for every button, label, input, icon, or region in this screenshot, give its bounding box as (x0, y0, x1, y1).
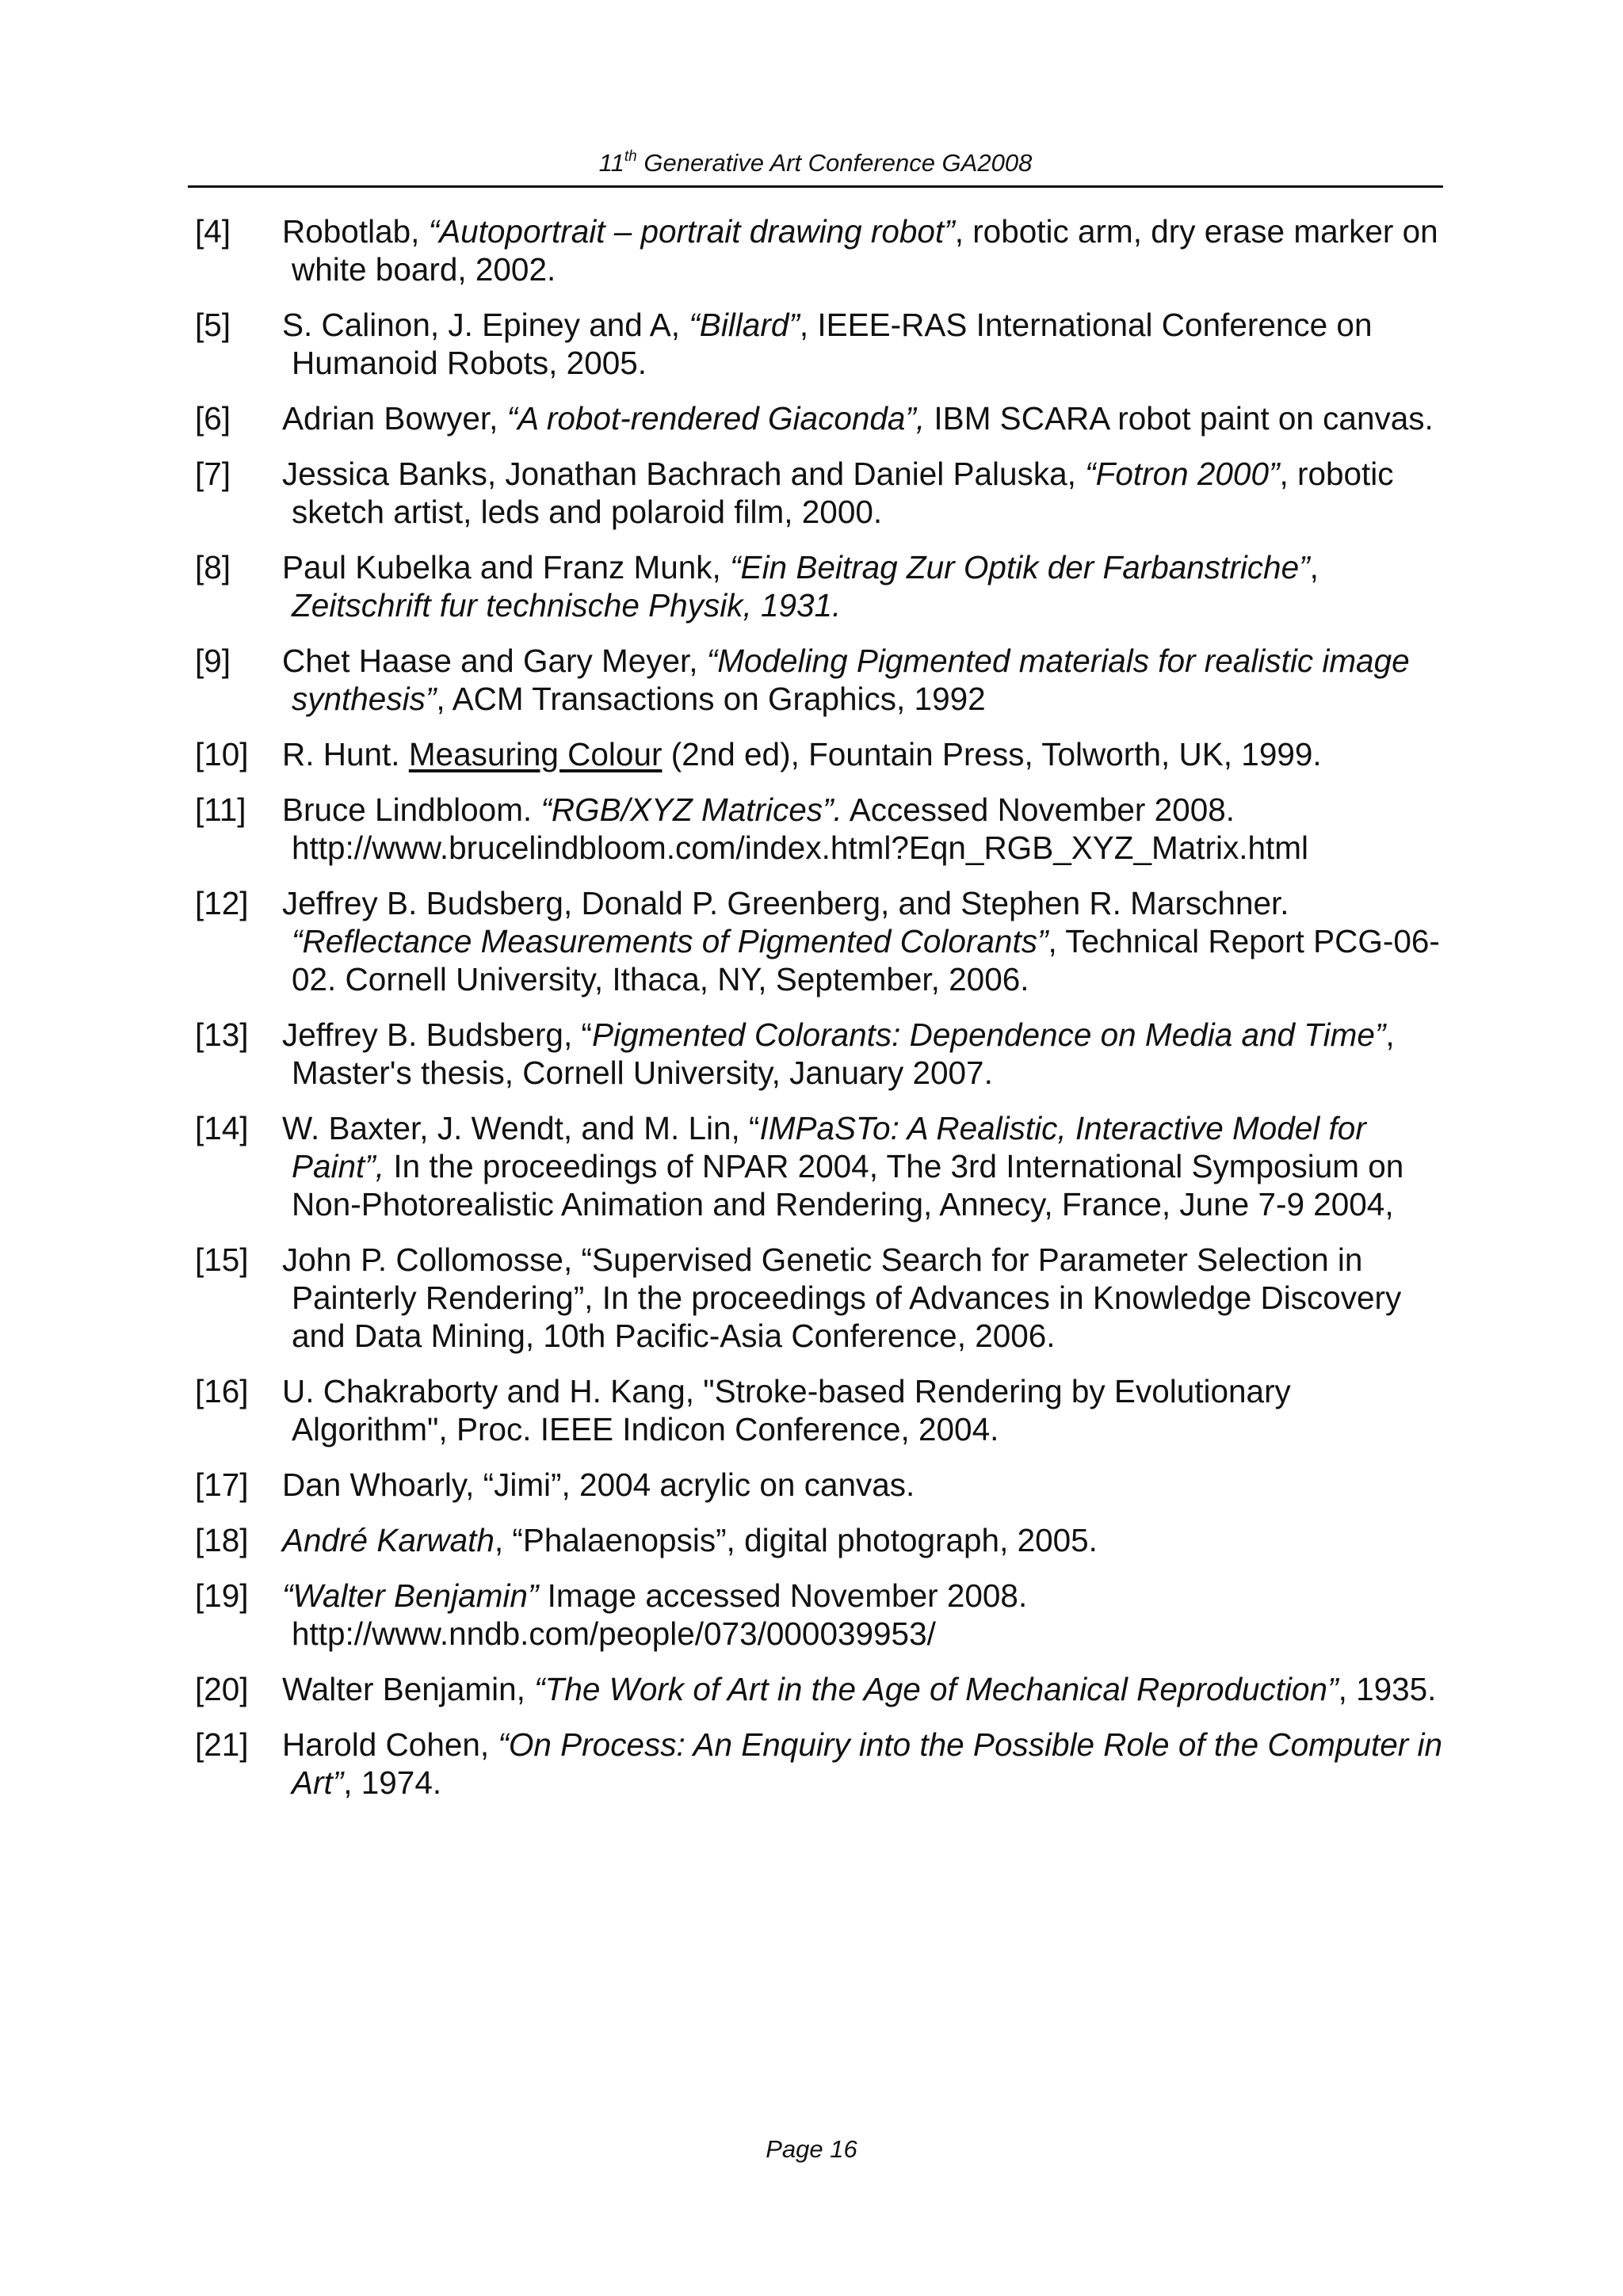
reference-segment: http://www.brucelindbloom.com/index.html?Eqn_RGB_XYZ_Matrix.html (292, 830, 1309, 866)
reference-text (282, 399, 1447, 437)
reference-item (195, 306, 1447, 382)
reference-segment: Chet Haase and Gary Meyer, (282, 643, 707, 679)
reference-text (282, 1670, 1447, 1708)
reference-segment: Image accessed November 2008. (538, 1577, 1028, 1614)
reference-segment: , Master's thesis, Cornell University, January 2007. (292, 1016, 1395, 1091)
reference-item (195, 1372, 1447, 1448)
reference-segment: Bruce Lindbloom. (282, 791, 541, 828)
reference-text (282, 1466, 1447, 1504)
reference-italic-segment: “Fotron 2000” (1085, 456, 1280, 492)
reference-number: [17] (195, 1466, 249, 1503)
reference-number: [16] (195, 1373, 249, 1409)
reference-segment: , 1935. (1338, 1671, 1437, 1707)
reference-segment: , (1309, 549, 1319, 585)
reference-text (282, 884, 1447, 998)
reference-item (195, 791, 1447, 867)
reference-segment: John P. Collomosse, “Supervised Genetic Search for Parameter Selection in Painterly Rendering”, In the proceedings of Advances in Knowledge Discovery and Data Mining, 10th Pacific-Asia Conference, 2006. (282, 1241, 1402, 1354)
reference-number: [19] (195, 1577, 249, 1614)
reference-segment: W. Baxter, J. Wendt, and M. Lin, “ (282, 1110, 760, 1146)
reference-item (195, 455, 1447, 531)
reference-italic-segment: “The Work of Art in the Age of Mechanical Reproduction” (534, 1671, 1338, 1707)
reference-number: [20] (195, 1671, 249, 1707)
reference-number: [9] (195, 643, 231, 679)
reference-italic-segment: “Billard” (689, 307, 800, 343)
reference-item (195, 1241, 1447, 1355)
reference-segment: , robotic sketch artist, leds and polaroid film, 2000. (292, 456, 1394, 530)
reference-segment: , IEEE-RAS International Conference on Humanoid Robots, 2005. (292, 307, 1373, 381)
reference-segment: , “Phalaenopsis”, digital photograph, 2005. (494, 1522, 1098, 1558)
reference-segment: S. Calinon, J. Epiney and A, (282, 307, 689, 343)
reference-segment: (2nd ed), Fountain Press, Tolworth, UK, 1999. (662, 736, 1322, 772)
reference-segment: , ACM Transactions on Graphics, 1992 (436, 681, 986, 717)
reference-number: [11] (195, 791, 246, 828)
reference-text (282, 642, 1447, 718)
reference-text (282, 1372, 1447, 1448)
reference-item (195, 642, 1447, 718)
reference-item (195, 212, 1447, 288)
reference-text (282, 1521, 1447, 1559)
reference-italic-segment: “Reflectance Measurements of Pigmented Colorants” (292, 923, 1048, 959)
reference-segment: Harold Cohen, (282, 1726, 498, 1763)
reference-segment: R. Hunt. (282, 736, 409, 772)
reference-number: [13] (195, 1016, 249, 1053)
reference-text (282, 212, 1447, 288)
reference-text (282, 1241, 1447, 1355)
reference-number: [4] (195, 213, 231, 250)
reference-text (282, 455, 1447, 531)
reference-segment: Jeffrey B. Budsberg, “ (282, 1016, 592, 1053)
reference-segment: Dan Whoarly, “Jimi”, 2004 acrylic on canvas. (282, 1466, 915, 1503)
reference-segment: Jessica Banks, Jonathan Bachrach and Daniel Paluska, (282, 456, 1086, 492)
reference-italic-segment: “Autoportrait – portrait drawing robot” (428, 213, 955, 250)
reference-item (195, 1016, 1447, 1092)
reference-number: [12] (195, 885, 249, 921)
reference-item (195, 1670, 1447, 1708)
reference-text (282, 306, 1447, 382)
header-title: Generative Art Conference GA2008 (643, 149, 1033, 177)
reference-number: [18] (195, 1522, 249, 1558)
reference-item (195, 735, 1447, 773)
reference-segment: Robotlab, (282, 213, 429, 250)
reference-text (282, 791, 1447, 867)
reference-number: [21] (195, 1726, 249, 1763)
reference-segment: , Technical Report PCG-06-02. Cornell University, Ithaca, NY, September, 2006. (292, 923, 1440, 997)
reference-item (195, 548, 1447, 624)
reference-segment: U. Chakraborty and H. Kang, "Stroke-based Rendering by Evolutionary Algorithm", Proc. IEEE Indicon Conference, 2004. (282, 1373, 1291, 1447)
reference-text (282, 735, 1447, 773)
reference-list (195, 212, 1447, 1819)
reference-number: [10] (195, 736, 249, 772)
reference-segment: , robotic arm, dry erase marker on white board, 2002. (292, 213, 1438, 288)
reference-segment: http://www.nndb.com/people/073/000039953/ (292, 1615, 936, 1652)
running-header (188, 147, 1443, 179)
reference-italic-segment: IMPaSTo: A Realistic, Interactive Model for Paint”, (292, 1110, 1366, 1184)
page-number: Page 16 (766, 2135, 857, 2163)
header-ordinal: 11 (598, 149, 624, 177)
reference-text (282, 1726, 1447, 1802)
reference-italic-segment: Zeitschrift fur technische Physik, 1931. (292, 587, 842, 624)
reference-number: [6] (195, 400, 231, 437)
reference-segment: IBM SCARA robot paint on canvas. (925, 400, 1434, 437)
reference-segment: Adrian Bowyer, (282, 400, 507, 437)
reference-item (195, 884, 1447, 998)
reference-item (195, 399, 1447, 437)
reference-italic-segment: “Walter Benjamin” (282, 1577, 539, 1614)
reference-italic-segment: “On Process: An Enquiry into the Possible Role of the Computer in Art” (292, 1726, 1442, 1801)
reference-segment: In the proceedings of NPAR 2004, The 3rd International Symposium on Non-Photorealistic Animation and Rendering, Annecy, France, June 7-9 2004, (292, 1148, 1404, 1222)
reference-segment: Accessed November 2008. (842, 791, 1235, 828)
reference-segment: Jeffrey B. Budsberg, Donald P. Greenberg, and Stephen R. Marschner. (282, 885, 1289, 921)
reference-segment: Walter Benjamin, (282, 1671, 535, 1707)
reference-item (195, 1466, 1447, 1504)
reference-number: [15] (195, 1241, 249, 1278)
reference-italic-segment: “A robot-rendered Giaconda”, (506, 400, 926, 437)
reference-item (195, 1577, 1447, 1653)
reference-text (282, 1577, 1447, 1653)
reference-text (282, 1109, 1447, 1223)
reference-number: [7] (195, 456, 231, 492)
reference-italic-segment: Pigmented Colorants: Dependence on Media and Time” (591, 1016, 1386, 1053)
reference-text (282, 548, 1447, 624)
reference-number: [14] (195, 1110, 249, 1146)
header-ordinal-suffix: th (624, 148, 637, 165)
reference-italic-segment: “RGB/XYZ Matrices”. (540, 791, 842, 828)
reference-number: [8] (195, 549, 231, 585)
reference-italic-segment: André Karwath (282, 1522, 495, 1558)
reference-item (195, 1521, 1447, 1559)
reference-segment: , 1974. (343, 1764, 442, 1801)
reference-number: [5] (195, 307, 231, 343)
reference-item (195, 1109, 1447, 1223)
reference-text (282, 1016, 1447, 1092)
reference-underlined-segment: Measuring Colour (408, 736, 663, 772)
reference-segment: Paul Kubelka and Franz Munk, (282, 549, 731, 585)
header-divider (188, 185, 1443, 188)
reference-item (195, 1726, 1447, 1802)
reference-italic-segment: “Modeling Pigmented materials for realistic image synthesis” (292, 643, 1410, 717)
reference-italic-segment: “Ein Beitrag Zur Optik der Farbanstriche” (730, 549, 1310, 585)
